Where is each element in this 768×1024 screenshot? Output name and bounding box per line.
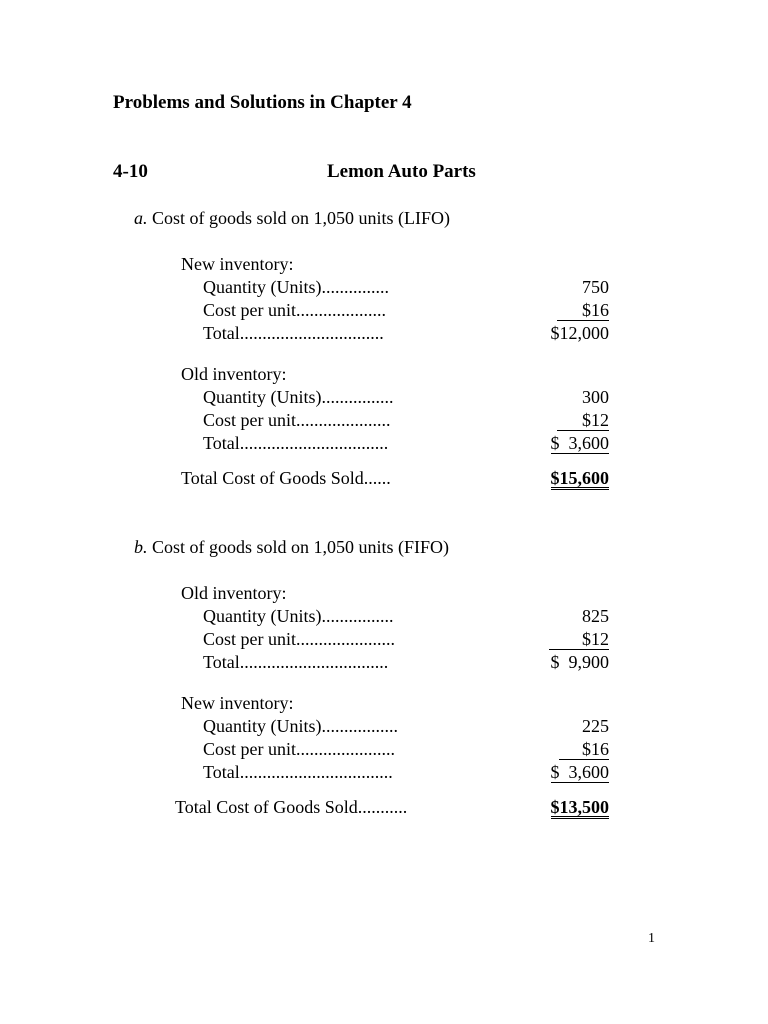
part-b-group2-label: New inventory:	[181, 693, 294, 713]
part-a-group1-quantity-value: 750	[582, 277, 609, 297]
part-b-group1-total-value: $ 9,900	[550, 652, 609, 672]
part-b-group1-cost-value: $12	[549, 630, 609, 650]
part-a-title-line	[134, 209, 450, 227]
part-a-group1-total-value: $12,000	[550, 323, 609, 343]
part-b-group2-quantity-value: 225	[582, 716, 609, 736]
part-a-group1-label: New inventory:	[181, 254, 294, 274]
part-a-group2-quantity-label: Quantity (Units)................	[203, 387, 394, 407]
part-a-group2-total-value: $ 3,600	[550, 433, 609, 453]
page-heading: Problems and Solutions in Chapter 4	[113, 92, 412, 113]
part-b-group2-cost-label: Cost per unit......................	[203, 739, 395, 759]
part-b-group1-quantity-value: 825	[582, 606, 609, 626]
part-a-group2-cost-value: $12	[557, 411, 609, 431]
part-a-group2-cost-label: Cost per unit.....................	[203, 410, 391, 430]
part-b-group1-total-label: Total.................................	[203, 652, 389, 672]
part-b-group2-total-value: $ 3,600	[550, 762, 609, 782]
part-a-group1-cost-value: $16	[557, 301, 609, 321]
part-b-title-line	[134, 538, 449, 556]
part-a-grand-total-value: $15,600	[550, 468, 609, 488]
part-b-title: Cost of goods sold on 1,050 units (FIFO)	[152, 537, 450, 557]
part-a-group2-quantity-value: 300	[582, 387, 609, 407]
part-a-group2-label: Old inventory:	[181, 364, 287, 384]
part-b-group2-total-label: Total..................................	[203, 762, 393, 782]
part-a-group1-cost-label: Cost per unit....................	[203, 300, 386, 320]
part-a-title: Cost of goods sold on 1,050 units (LIFO)	[152, 208, 451, 228]
part-b-group2-quantity-label: Quantity (Units).................	[203, 716, 398, 736]
part-a-group1-quantity-label: Quantity (Units)...............	[203, 277, 389, 297]
part-a-group1-total-label: Total................................	[203, 323, 384, 343]
part-b-grand-total-value: $13,500	[550, 797, 609, 817]
part-b-group1-cost-label: Cost per unit......................	[203, 629, 395, 649]
problem-number: 4-10	[113, 161, 148, 182]
part-b-group1-quantity-label: Quantity (Units)................	[203, 606, 394, 626]
part-a-letter: a.	[134, 208, 148, 228]
page-number: 1	[648, 931, 655, 946]
part-b-grand-total-label: Total Cost of Goods Sold...........	[175, 797, 408, 817]
part-b-group1-label: Old inventory:	[181, 583, 287, 603]
part-b-group2-cost-value: $16	[559, 740, 609, 760]
part-a-group2-total-label: Total.................................	[203, 433, 389, 453]
part-a-grand-total-label: Total Cost of Goods Sold......	[181, 468, 391, 488]
problem-title: Lemon Auto Parts	[327, 161, 476, 182]
part-b-letter: b.	[134, 537, 148, 557]
